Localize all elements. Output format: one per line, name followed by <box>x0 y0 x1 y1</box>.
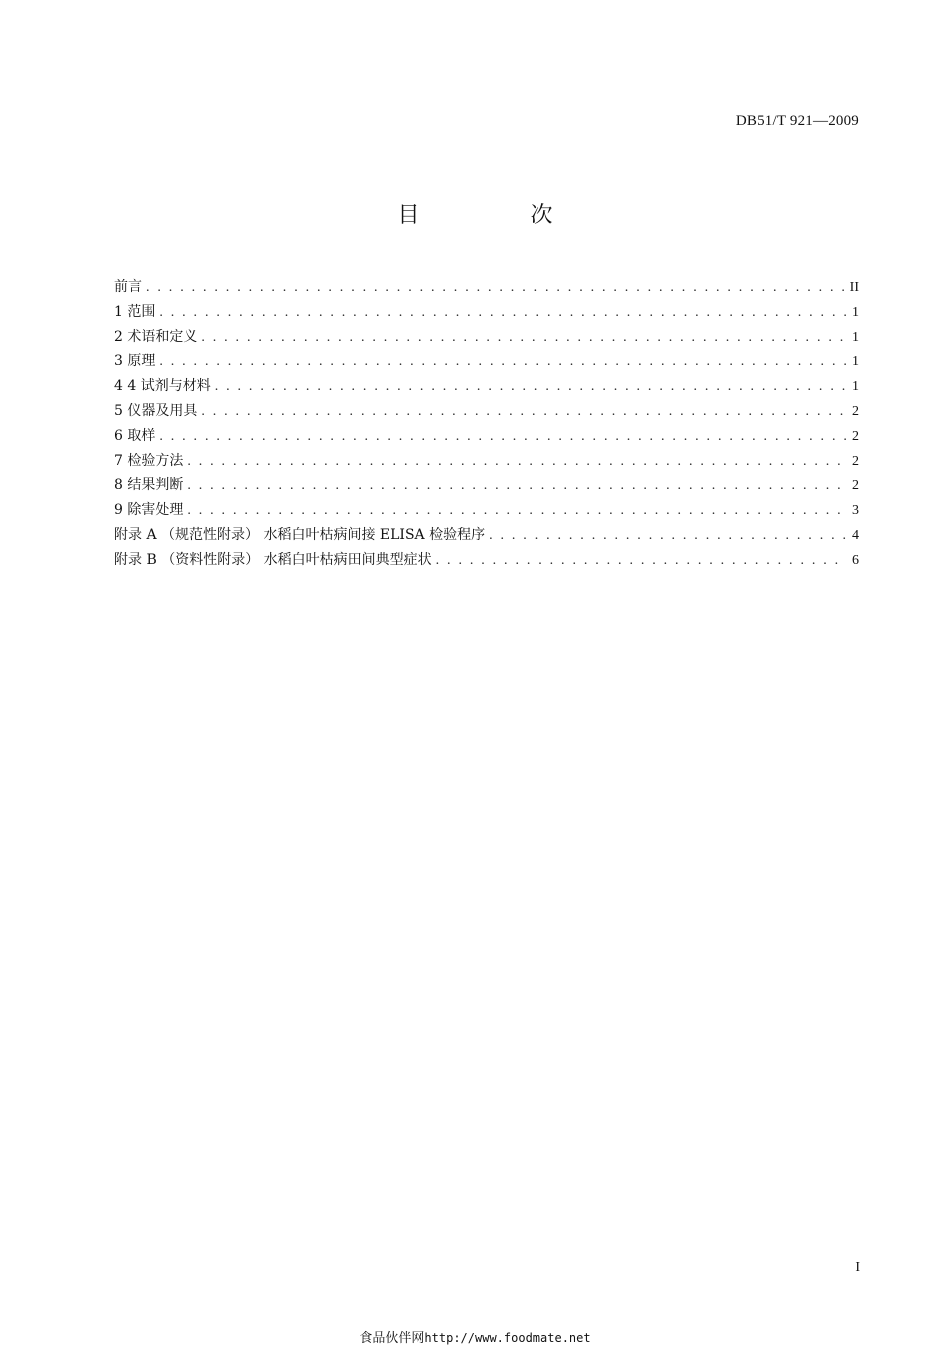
table-of-contents <box>114 277 859 575</box>
toc-leader-dots <box>159 303 846 323</box>
toc-entry-label: 4 4 试剂与材料 <box>114 378 211 395</box>
toc-leader-dots <box>187 501 846 521</box>
toc-leader-dots <box>489 526 846 546</box>
toc-leader-dots <box>215 377 846 397</box>
toc-entry-label: 8 结果判断 <box>114 477 184 494</box>
toc-entry-label: 7 检验方法 <box>114 452 184 469</box>
toc-entry-page: 4 <box>852 527 859 543</box>
toc-leader-dots <box>201 328 846 348</box>
toc-entry-page: 1 <box>852 379 859 395</box>
toc-entry-appendix-a[interactable] <box>114 525 859 550</box>
toc-entry-principle[interactable] <box>114 351 859 376</box>
footer-url-link[interactable]: http://www.foodmate.net <box>424 1331 591 1345</box>
toc-entry-label: 附录 A （规范性附录） 水稻白叶枯病间接 ELISA 检验程序 <box>114 526 486 543</box>
toc-leader-dots <box>436 551 846 571</box>
toc-entry-page: 2 <box>852 453 859 469</box>
toc-entry-test-method[interactable] <box>114 451 859 476</box>
toc-entry-label: 3 原理 <box>114 353 156 370</box>
toc-entry-label: 5 仪器及用具 <box>114 402 198 419</box>
toc-entry-label: 1 范围 <box>114 303 156 320</box>
toc-entry-sampling[interactable] <box>114 426 859 451</box>
toc-entry-label: 6 取样 <box>114 427 156 444</box>
footer-watermark <box>0 1327 950 1346</box>
toc-title: 目 次 <box>397 203 605 228</box>
toc-entry-appendix-b[interactable] <box>114 550 859 575</box>
toc-entry-page: 1 <box>852 329 859 345</box>
toc-entry-result[interactable] <box>114 475 859 500</box>
toc-leader-dots <box>187 452 846 472</box>
toc-entry-label: 2 术语和定义 <box>114 328 198 345</box>
toc-entry-page: 2 <box>852 478 859 494</box>
toc-entry-page: 2 <box>852 403 859 419</box>
footer-site-name: 食品伙伴网 <box>359 1331 425 1346</box>
toc-entry-page: 1 <box>852 304 859 320</box>
toc-entry-apparatus[interactable] <box>114 401 859 426</box>
page-number: I <box>855 1260 860 1275</box>
toc-leader-dots <box>201 402 846 422</box>
toc-entry-scope[interactable] <box>114 302 859 327</box>
toc-entry-label: 前言 <box>114 279 142 295</box>
toc-entry-terms[interactable] <box>114 327 859 352</box>
toc-entry-page: II <box>849 280 859 295</box>
toc-entry-page: 6 <box>852 552 859 568</box>
toc-entry-foreword[interactable] <box>114 277 859 302</box>
toc-entry-page: 2 <box>852 428 859 444</box>
toc-leader-dots <box>159 352 846 372</box>
toc-entry-label: 9 除害处理 <box>114 502 184 519</box>
toc-leader-dots <box>146 278 844 298</box>
toc-entry-label: 附录 B （资料性附录） 水稻白叶枯病田间典型症状 <box>114 551 432 568</box>
toc-leader-dots <box>159 427 846 447</box>
toc-entry-reagents[interactable] <box>114 376 859 401</box>
document-code: DB51/T 921—2009 <box>735 113 859 129</box>
toc-entry-page: 1 <box>852 354 859 370</box>
toc-entry-treatment[interactable] <box>114 500 859 525</box>
toc-entry-page: 3 <box>852 503 859 519</box>
toc-leader-dots <box>187 476 846 496</box>
